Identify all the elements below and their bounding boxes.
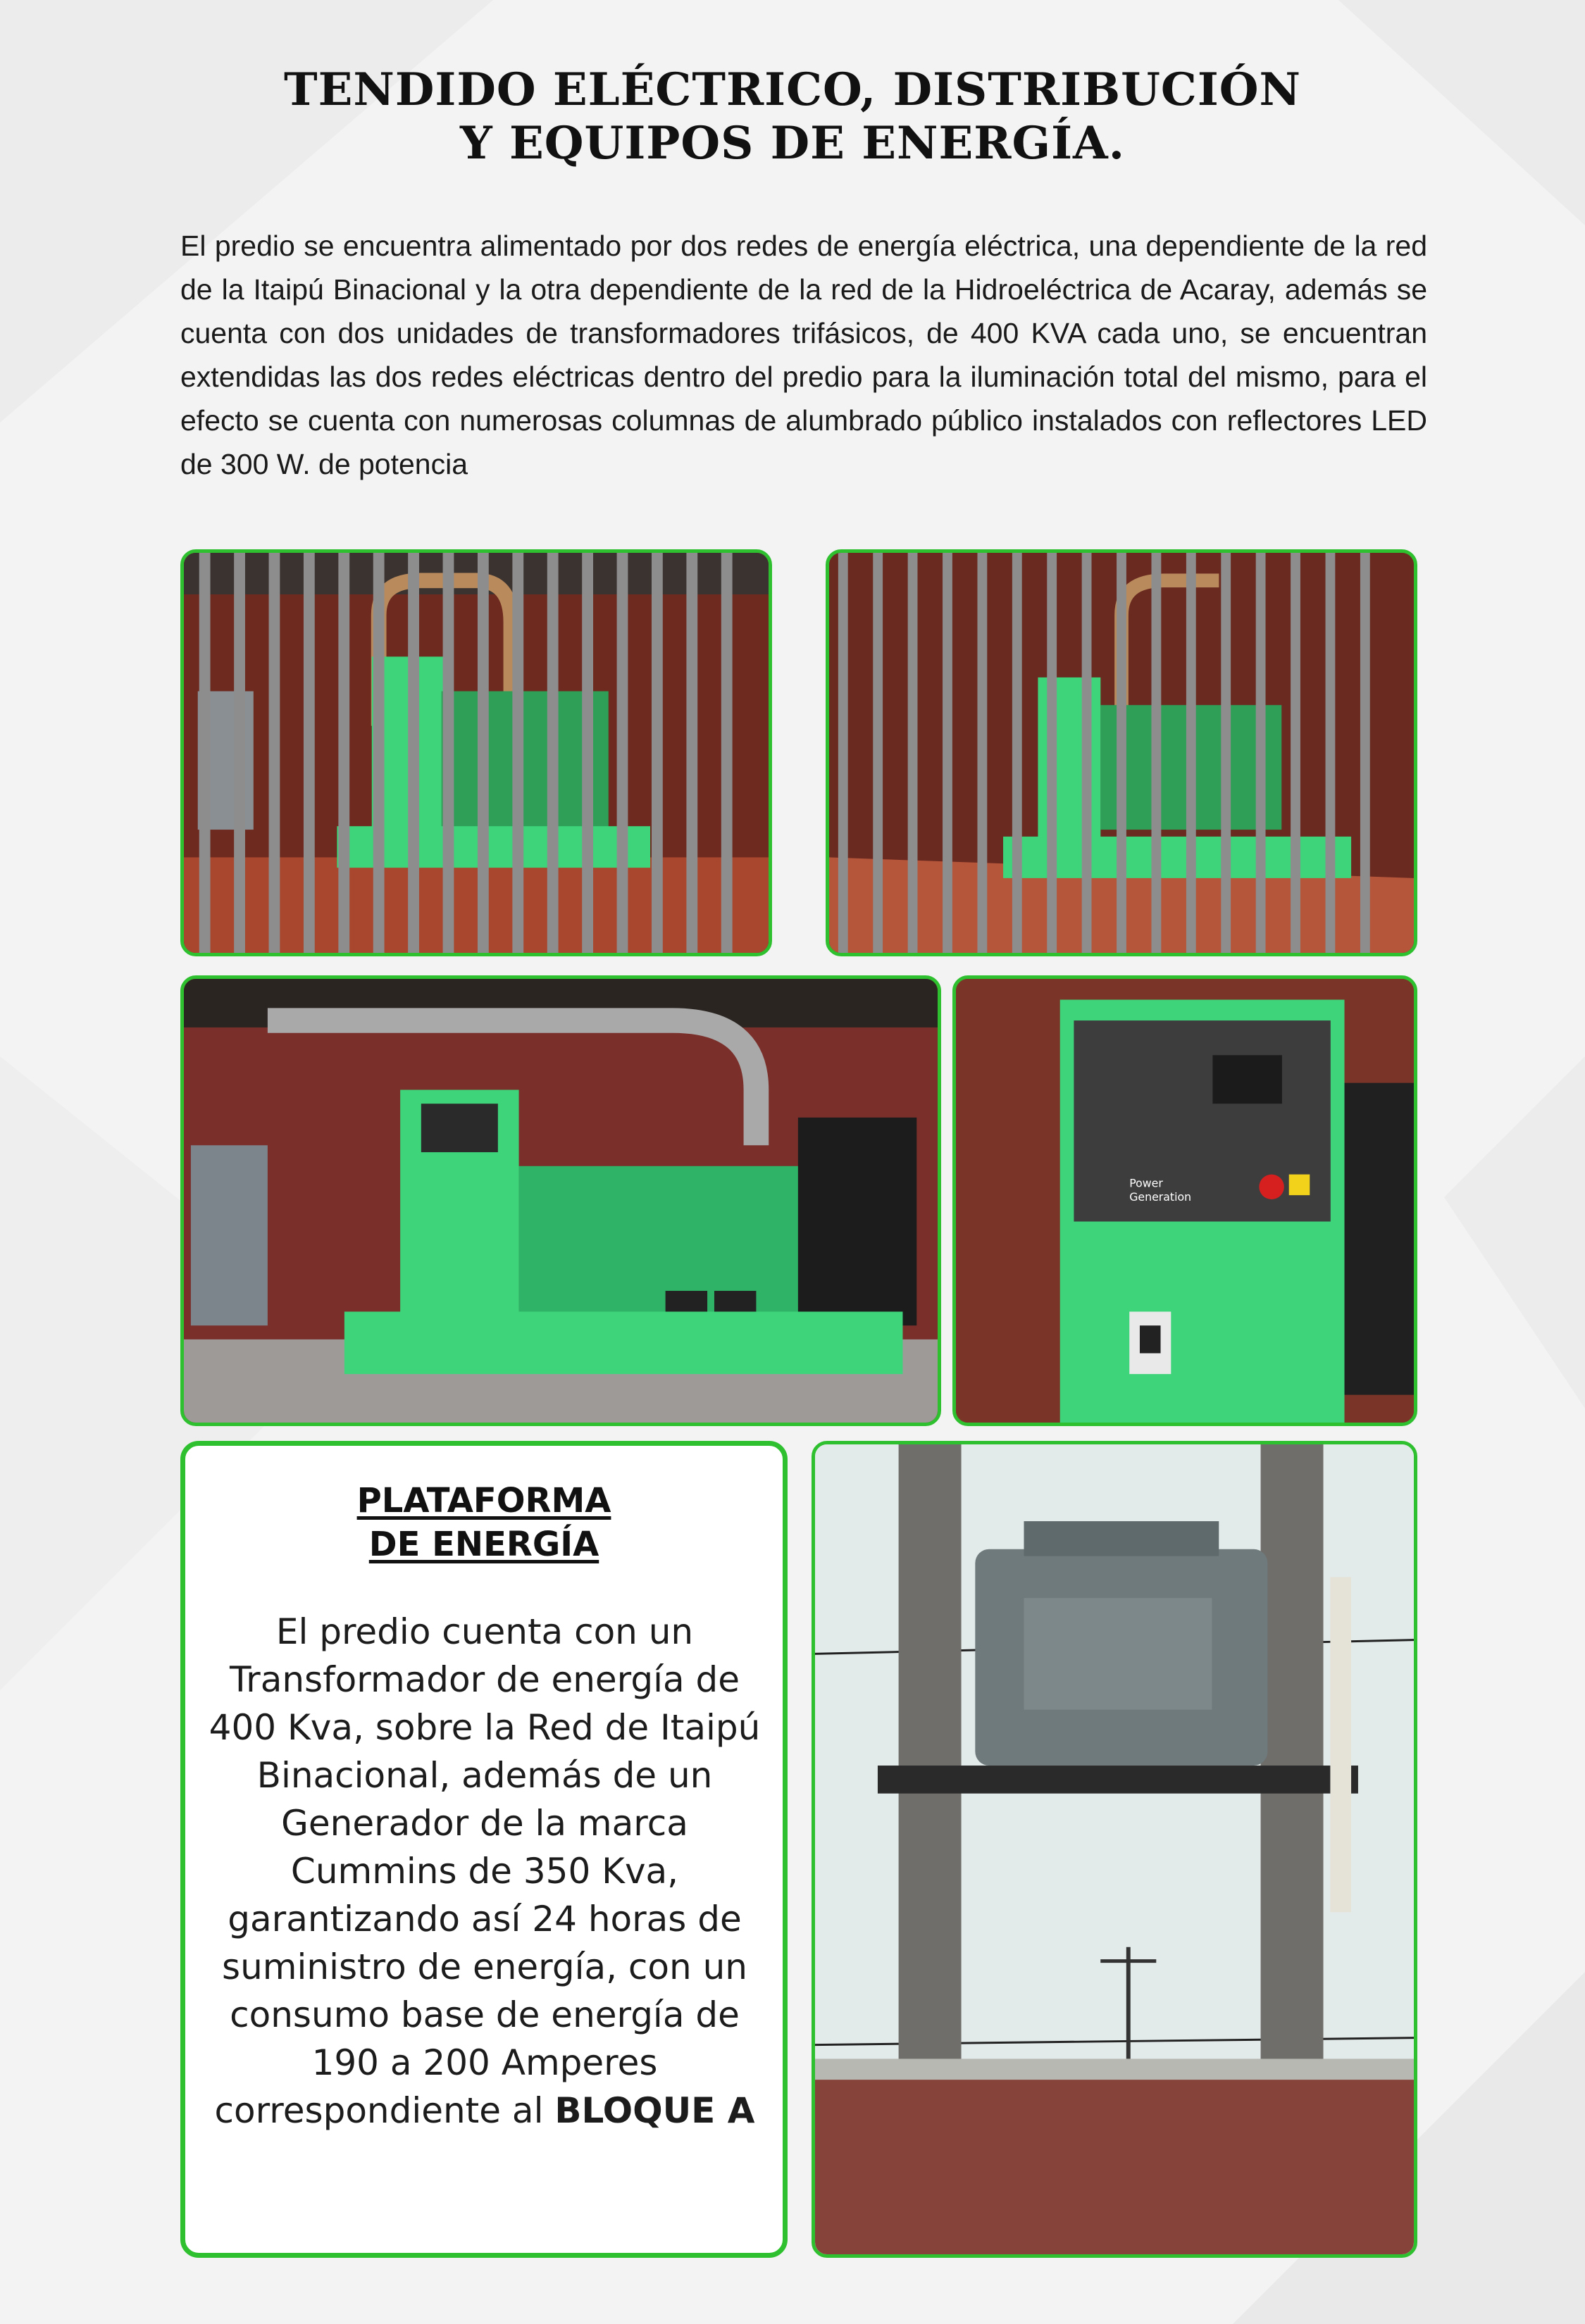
title-line-1: TENDIDO ELÉCTRICO, DISTRIBUCIÓN bbox=[283, 63, 1302, 116]
photo-generator-open bbox=[180, 975, 941, 1426]
photo-transformer bbox=[812, 1441, 1417, 2258]
panel-body-text: El predio cuenta con un Transformador de energía de 400 Kva, sobre la Red de Itaipú Binacional, además de un Generador de la marca Cummins de 350 Kva, garantizando así 24 horas de suministro de energía, con un consumo base de energía de 190 a 200 Amperes correspondiente al bbox=[209, 1611, 761, 2131]
panel-body-bold: BLOQUE A bbox=[554, 2090, 755, 2131]
intro-paragraph: El predio se encuentra alimentado por dos redes de energía eléctrica, una dependiente de la red de la Itaipú Binacional y la otra dependiente de la red de la Hidroeléctrica de Acaray, además se cuenta con dos unidades de transformadores trifásicos, de 400 KVA cada uno, se encuentran extendidas las dos redes eléctricas dentro del predio para la iluminación total del mismo, para el efecto se cuenta con numerosas columnas de alumbrado público instalados con reflectores LED de 300 W. de potencia bbox=[180, 230, 1427, 480]
panel-body bbox=[206, 1608, 763, 2135]
page-title bbox=[0, 63, 1585, 170]
photo-generator-behind-bars-side bbox=[826, 549, 1417, 956]
photo-generator-behind-bars bbox=[180, 549, 772, 956]
panel-heading-line-2: DE ENERGÍA bbox=[368, 1525, 599, 1564]
energy-platform-panel bbox=[180, 1441, 788, 2258]
panel-heading-line-1: PLATAFORMA bbox=[356, 1481, 611, 1520]
control-panel-label-1: Power bbox=[1129, 1176, 1163, 1190]
title-line-2: Y EQUIPOS DE ENERGÍA. bbox=[460, 117, 1125, 170]
control-panel-label-2: Generation bbox=[1129, 1190, 1192, 1204]
photo-control-panel bbox=[952, 975, 1417, 1426]
